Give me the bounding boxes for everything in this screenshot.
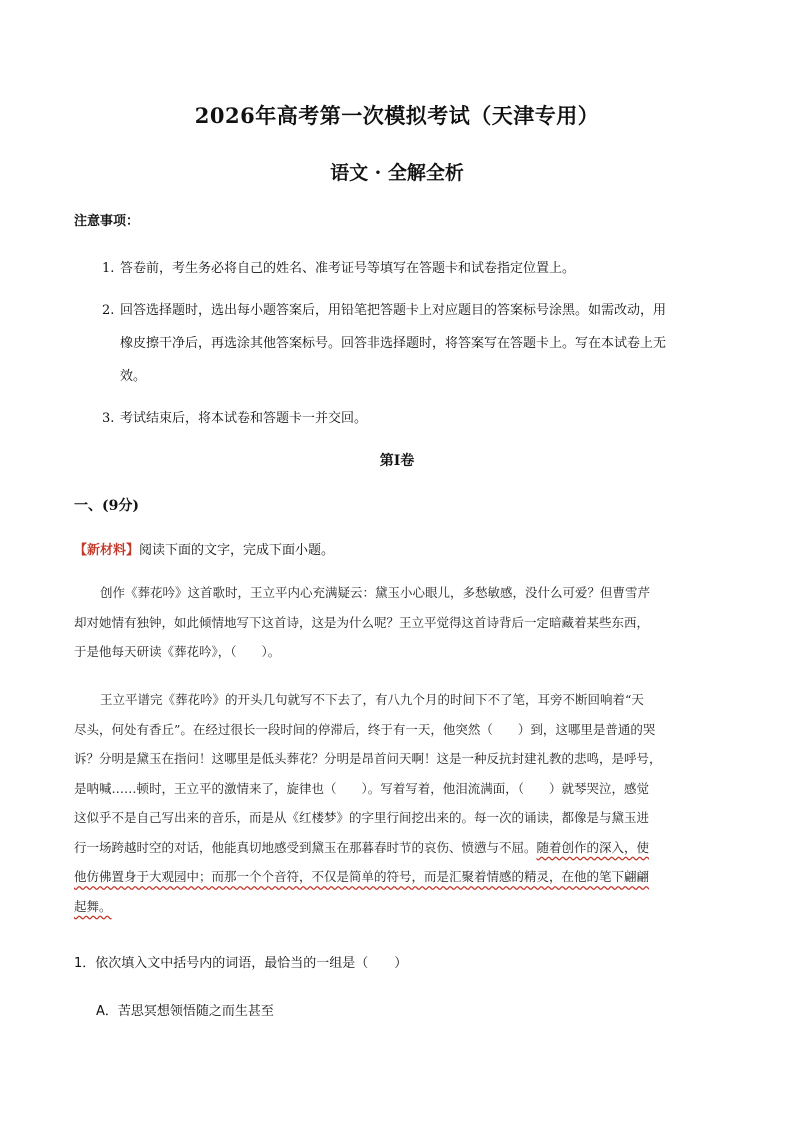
passage-line: 尽头，何处有香丘”。在经过很长一段时间的停滞后，终于有一天，他突然（ ）到，这哪里是普通的哭 bbox=[74, 721, 656, 737]
exam-subtitle: 语文 · 全解全析 bbox=[330, 162, 464, 184]
notice-item-1 bbox=[102, 252, 742, 285]
notice-item-text-line: 橡皮擦干净后，再选涂其他答案标号。回答非选择题时，将答案写在答题卡上。写在本试卷上无 bbox=[120, 336, 667, 351]
notice-item-text-line: 回答选择题时，选出每小题答案后，用铅笔把答题卡上对应题目的答案标号涂黑。如需改动，用 bbox=[120, 303, 667, 318]
material-instruction-text: 阅读下面的文字，完成下面小题。 bbox=[139, 543, 335, 558]
notice-item-number: 1. bbox=[102, 261, 115, 276]
notice-item-2 bbox=[102, 294, 742, 393]
material-instruction bbox=[74, 539, 334, 558]
material-tag: 【新材料】 bbox=[74, 543, 140, 558]
passage-line-plain: 行一场跨越时空的对话，他能真切地感受到黛玉在那暮春时节的哀伤、愤懑与不屈。 bbox=[74, 839, 537, 855]
notice-item-text: 考试结束后，将本试卷和答题卡一并交回。 bbox=[120, 411, 368, 426]
passage-line: 这似乎不是自己写出来的音乐，而是从《红楼梦》的字里行间挖出来的。每一次的诵读，都像是与黛玉进 bbox=[74, 810, 650, 825]
passage-line bbox=[74, 833, 730, 863]
passage-paragraph-1 bbox=[74, 578, 730, 667]
exam-title: 2026年高考第一次模拟考试（天津专用） bbox=[194, 103, 600, 128]
passage-line: 却对她情有独钟，如此倾情地写下这首诗，这是为什么呢？王立平觉得这首诗背后一定暗藏着某些东西， bbox=[74, 614, 650, 630]
notice-item-text-line: 效。 bbox=[120, 369, 147, 384]
notice-heading: 注意事项： bbox=[74, 214, 140, 229]
passage-line: 创作《葬花吟》这首歌时，王立平内心充满疑云：黛玉小心眼儿，多愁敏感，没什么可爱？但曹雪芹 bbox=[100, 585, 651, 600]
passage-line: 是呐喊……顿时，王立平的激情来了，旋律也（ ）。写着写着，他泪流满面，（ ）就琴哭泣，感觉 bbox=[74, 780, 650, 796]
section-heading: 一、(9分) bbox=[74, 498, 139, 514]
volume-heading: 第Ⅰ卷 bbox=[379, 453, 415, 469]
underlined-sentence: 随着创作的深入，使 bbox=[536, 839, 650, 855]
passage-line bbox=[74, 892, 730, 922]
passage-line: 王立平谱完《葬花吟》的开头几句就写不下去了，有八九个月的时间下不了笔，耳旁不断回响着“天 bbox=[100, 692, 644, 707]
question-1-option-a: A．苦思冥想领悟随之而生甚至 bbox=[96, 1004, 274, 1019]
passage-line: 于是他每天研读《葬花吟》，（ ）。 bbox=[74, 644, 281, 659]
notice-item-number: 2. bbox=[102, 303, 115, 318]
notice-item-text: 答卷前，考生务必将自己的姓名、准考证号等填写在答题卡和试卷指定位置上。 bbox=[120, 261, 576, 276]
passage-line: 诉？分明是黛玉在指问！这哪里是低头葬花？分明是昂首问天啊！这是一种反抗封建礼教的悲鸣，是呼号， bbox=[74, 751, 662, 766]
notice-item-number: 3. bbox=[102, 411, 115, 426]
question-1-stem: 1．依次填入文中括号内的词语，最恰当的一组是（ ） bbox=[74, 956, 408, 971]
underlined-sentence: 起舞。 bbox=[74, 898, 112, 914]
passage-paragraph-2 bbox=[74, 685, 730, 921]
notice-item-3 bbox=[102, 402, 742, 435]
underlined-sentence: 他仿佛置身于大观园中；而那一个个音符，不仅是简单的符号，而是汇聚着情感的精灵，在他的笔下翩翩 bbox=[74, 869, 650, 884]
